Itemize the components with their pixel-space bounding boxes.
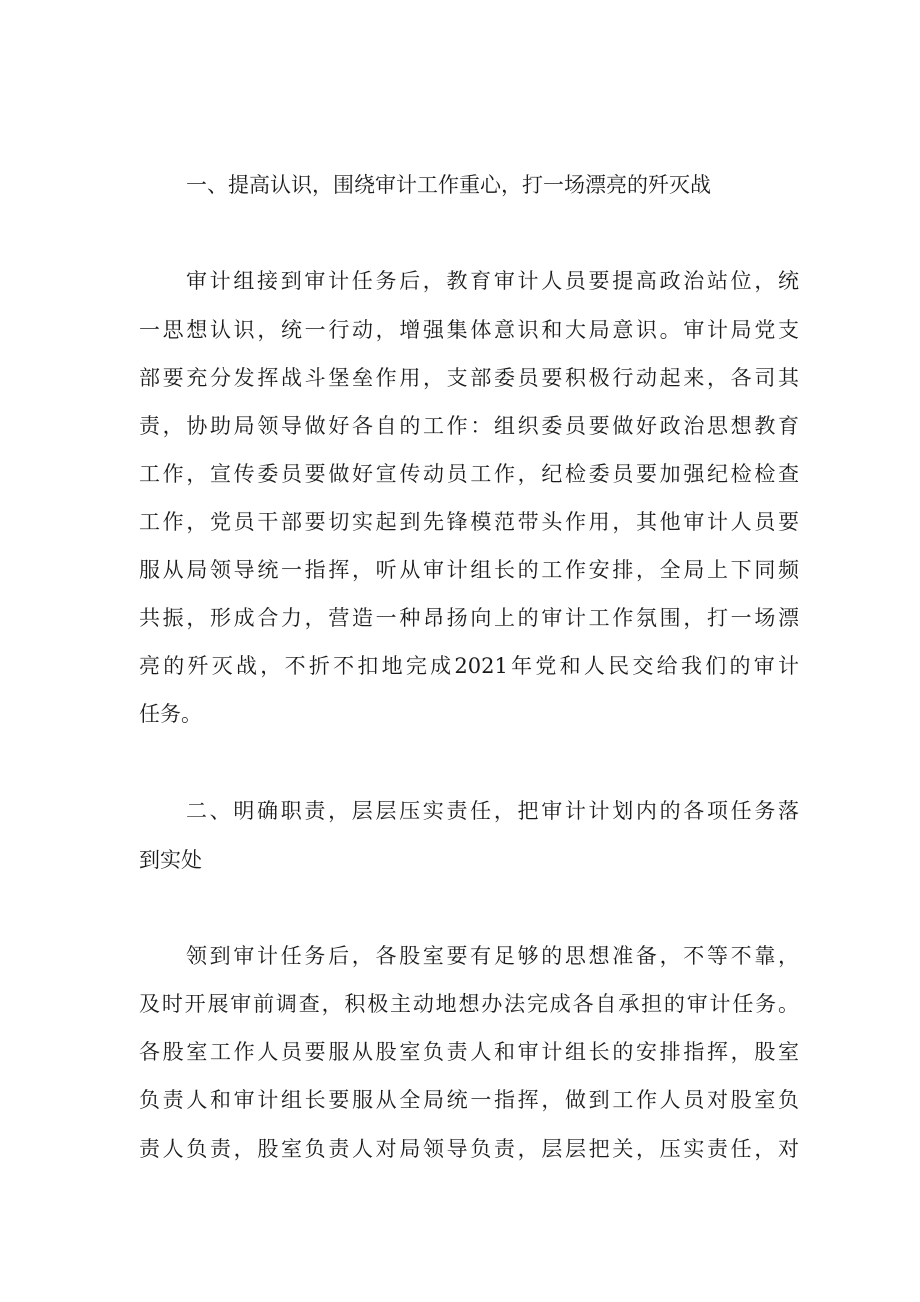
section-1-heading: 一、提高认识，围绕审计工作重心，打一场漂亮的歼灭战 bbox=[186, 173, 711, 197]
paragraph-line: 一思想认识，统一行动，增强集体意识和大局意识。审计局党支 bbox=[139, 318, 799, 342]
paragraph-line: 工作，党员干部要切实起到先锋模范带头作用，其他审计人员要 bbox=[139, 510, 799, 534]
paragraph-line: 任务。 bbox=[139, 702, 202, 726]
paragraph-line: 领到审计任务后，各股室要有足够的思想准备，不等不靠， bbox=[186, 944, 799, 968]
paragraph-line: 负责人和审计组长要服从全局统一指挥，做到工作人员对股室负 bbox=[139, 1088, 799, 1112]
paragraph-line: 及时开展审前调查，积极主动地想办法完成各自承担的审计任务。 bbox=[139, 992, 799, 1016]
paragraph-line: 各股室工作人员要服从股室负责人和审计组长的安排指挥，股室 bbox=[139, 1040, 799, 1064]
paragraph-line: 责，协助局领导做好各自的工作：组织委员要做好政治思想教育 bbox=[139, 414, 799, 438]
paragraph-line: 工作，宣传委员要做好宣传动员工作，纪检委员要加强纪检检查 bbox=[139, 462, 799, 486]
paragraph-line: 部要充分发挥战斗堡垒作用，支部委员要积极行动起来，各司其 bbox=[139, 366, 799, 390]
paragraph-line: 亮的歼灭战，不折不扣地完成2021年党和人民交给我们的审计 bbox=[139, 654, 799, 678]
heading-line: 到实处 bbox=[139, 848, 202, 872]
paragraph-line: 审计组接到审计任务后，教育审计人员要提高政治站位，统 bbox=[186, 269, 799, 293]
heading-line: 二、明确职责，层层压实责任，把审计计划内的各项任务落 bbox=[186, 799, 799, 823]
paragraph-line: 责人负责，股室负责人对局领导负责，层层把关，压实责任，对 bbox=[139, 1137, 799, 1161]
paragraph-line: 共振，形成合力，营造一种昂扬向上的审计工作氛围，打一场漂 bbox=[139, 606, 799, 630]
paragraph-line: 服从局领导统一指挥，听从审计组长的工作安排，全局上下同频 bbox=[139, 558, 799, 582]
